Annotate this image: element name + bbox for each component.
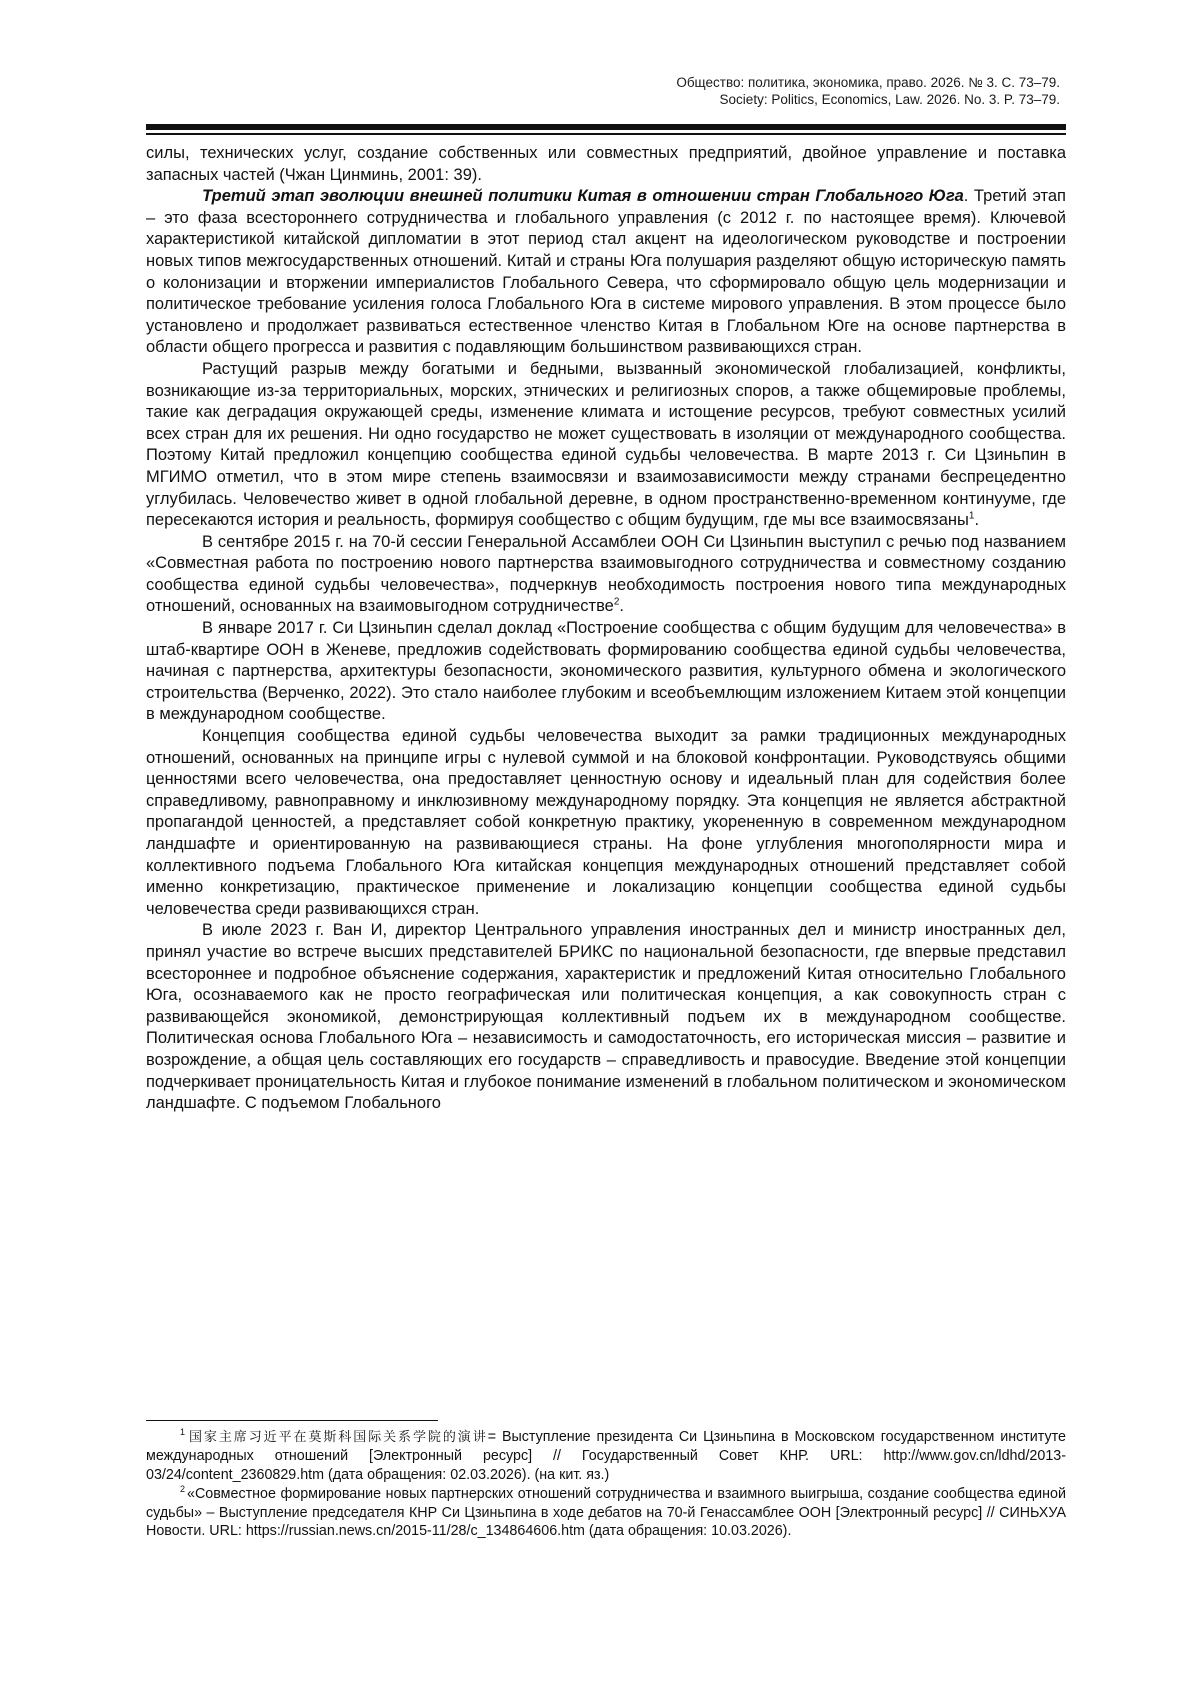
header-rule-thin — [146, 133, 1066, 135]
footnotes — [146, 1428, 1066, 1541]
running-head — [676, 74, 1060, 108]
section-heading: Третий этап эволюции внешней политики Китая в отношении стран Глобального Юга — [202, 187, 964, 206]
paragraph-1: силы, технических услуг, создание собственных или совместных предприятий, двойное управление и поставка запасных частей (Чжан Цинминь, 2001: 39). — [146, 144, 1066, 184]
paragraph-5: В январе 2017 г. Си Цзиньпин сделал доклад «Построение сообщества с общим будущим для человечества» в штаб-квартире ООН в Женеве, предложив содействовать формированию сообщества единой судьбы человечества, начиная с партнерства, архитектуры безопасности, экономического развития, культурного обмена и экологического строительства (Верченко, 2022). Это стало наиболее глубоким и всеобъемлющим изложением Китаем этой концепции в международном сообществе. — [146, 619, 1066, 724]
footnote-1-number: 1 — [180, 1427, 186, 1438]
paragraph-6: Концепция сообщества единой судьбы человечества выходит за рамки традиционных международных отношений, основанных на принципе игры с нулевой суммой и на блоковой конфронтации. Руководствуясь общими ценностями всего человечества, она предоставляет ценностную основу и идеальный план для содействия более справедливому, равноправному и инклюзивному международному порядку. Эта концепция не является абстрактной пропагандой ценностей, а представляет собой конкретную практику, укорененную в современном международном ландшафте и ориентированную на развивающиеся страны. На фоне углубления многополярности мира и коллективного подъема Глобального Юга китайская концепция международных отношений представляет собой именно конкретизацию, практическое применение и локализацию концепции сообщества единой судьбы человечества среди развивающихся стран. — [146, 727, 1066, 918]
footnote-2-text: «Совместное формирование новых партнерских отношений сотрудничества и взаимного выигрыша, создание сообщества единой судьбы» – Выступление председателя КНР Си Цзиньпина в ходе дебатов на 70-й Генассамблее ООН [Электронный ресурс] // СИНЬХУА Новости. URL: https://russian.news.cn/2015-11/28/c_134864606.htm (дата обращения: 10.03.2026). — [146, 1486, 1066, 1540]
paragraph-7: В июле 2023 г. Ван И, директор Центрального управления иностранных дел и министр иностранных дел, принял участие во встрече высших представителей БРИКС по национальной безопасности, где впервые представил всестороннее и подробное объяснение содержания, характеристик и предложений Китая относительно Глобального Юга, осознаваемого как не просто географическая или политическая концепция, а как совокупность стран с развивающейся экономикой, демонстрирующая коллективный подъем их в международном сообществе. Политическая основа Глобального Юга – независимость и самодостаточность, его историческая миссия – развитие и возрождение, а общая цель составляющих его государств – справедливость и правосудие. Введение этой концепции подчеркивает проницательность Китая и глубокое понимание изменений в глобальном политическом и экономическом ландшафте. С подъемом Глобального — [146, 921, 1066, 1113]
footnote-separator — [146, 1420, 438, 1421]
paragraph-3 — [146, 359, 1066, 532]
paragraph-2 — [146, 186, 1066, 359]
paragraph-3-text: Растущий разрыв между богатыми и бедными, вызванный экономической глобализацией, конфликты, возникающие из-за территориальных, морских, этнических и религиозных споров, а также общемировые проблемы, такие как деградация окружающей среды, изменение климата и истощение ресурсов, требуют совместных усилий всех стран для их решения. Ни одно государство не может существовать в изоляции от международного сообщества. Поэтому Китай предложил концепцию сообщества единой судьбы человечества. В марте 2013 г. Си Цзиньпин в МГИМО отметил, что в этом мире степень взаимосвязи и взаимозависимости между странами беспрецедентно углубилась. Человечество живет в одной глобальной деревне, в одном пространственно-временном континууме, где пересекаются история и реальность, формируя сообщество с общим будущим, где мы все взаимосвязаны — [146, 359, 1066, 530]
article-body — [146, 143, 1066, 1115]
header-rule-thick — [146, 124, 1066, 130]
footnote-1-text: = Выступление президента Си Цзиньпина в Московском государственном институте международных отношений [Электронный ресурс] // Государственный Совет КНР. URL: http://www.gov.cn/ldhd/2013-03/24/content_2360829.htm (дата обращения: 02.03.2026). (на кит. яз.) — [146, 1429, 1066, 1483]
paragraph-4-text: В сентябре 2015 г. на 70-й сессии Генеральной Ассамблеи ООН Си Цзиньпин выступил с речью под названием «Совместная работа по построению нового партнерства взаимовыгодного сотрудничества и совместному созданию сообщества единой судьбы человечества», подчеркнув необходимость построения нового типа международных отношений, основанных на взаимовыгодном сотрудничестве — [146, 532, 1066, 616]
running-head-ru: Общество: политика, экономика, право. 2026. № 3. С. 73–79. — [676, 75, 1060, 90]
running-head-en: Society: Politics, Economics, Law. 2026. No. 3. P. 73–79. — [719, 92, 1060, 107]
paragraph-2-text: . Третий этап – это фаза всестороннего сотрудничества и глобального управления (с 2012 г. по настоящее время). Ключевой характеристикой китайской дипломатии в этот период стал акцент на идеологическом руководстве и построении новых типов межгосударственных отношений. Китай и страны Юга полушария разделяют общую историческую память о колонизации и вторжении империалистов Глобального Севера, что сформировало общую цель модернизации и политическое требование усиления голоса Глобального Юга в системе мирового управления. В этом процессе было установлено и продолжает развиваться естественное членство Китая в Глобальном Юге на основе партнерства в области общего прогресса и развития с подавляющим большинством развивающихся стран. — [146, 187, 1066, 357]
footnote-2 — [146, 1485, 1066, 1540]
footnote-ref-2[interactable]: 2 — [613, 596, 620, 608]
paragraph-3-end: . — [974, 511, 980, 530]
paragraph-4 — [146, 532, 1066, 618]
footnote-1 — [146, 1428, 1066, 1484]
paragraph-4-end: . — [619, 597, 624, 616]
footnote-1-chinese-title: 国家主席习近平在莫斯科国际关系学院的演讲 — [187, 1430, 488, 1445]
footnote-2-number: 2 — [180, 1484, 186, 1495]
footnote-ref-1[interactable]: 1 — [968, 510, 975, 522]
